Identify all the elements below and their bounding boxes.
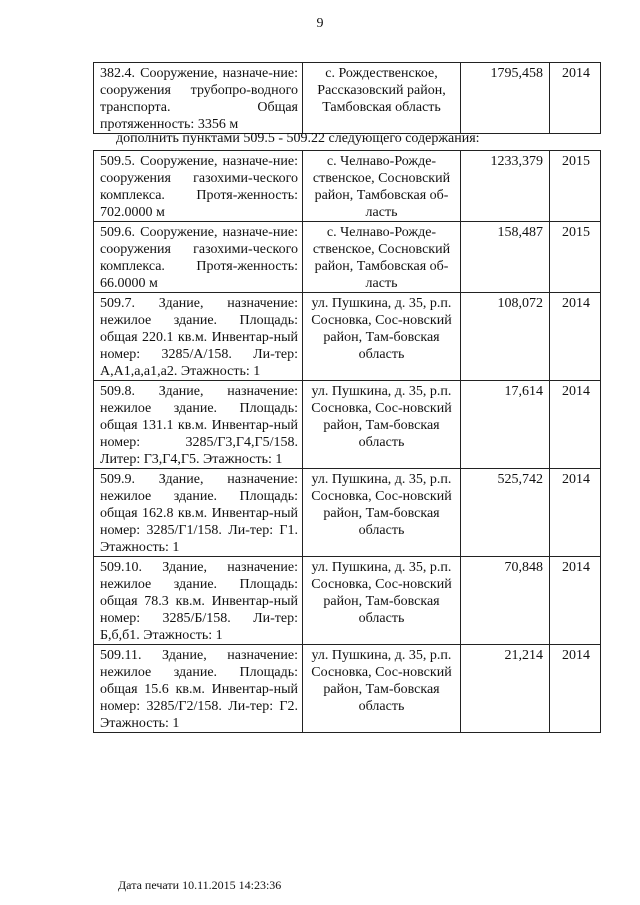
table-row xyxy=(94,645,601,733)
property-description: 509.7. Здание, назначение: нежилое здание. Площадь: общая 220.1 кв.м. Инвентар-ный номер: 3285/А/158. Ли-тер: А,А1,а,а1,а2. Этажность: 1 xyxy=(94,293,303,381)
property-description: 509.10. Здание, назначение: нежилое здание. Площадь: общая 78.3 кв.м. Инвентар-ный номер: 3285/Б/158. Ли-тер: Б,б,б1. Этажность: 1 xyxy=(94,557,303,645)
page-number: 9 xyxy=(316,16,324,31)
property-value: 17,614 xyxy=(461,381,550,469)
property-value: 158,487 xyxy=(461,222,550,293)
property-location: с. Рождественское, Рассказовский район, Тамбовская область xyxy=(303,63,461,134)
property-table-new xyxy=(93,150,601,733)
amendment-intro: дополнить пунктами 509.5 - 509.22 следующего содержания: xyxy=(116,131,480,146)
table-row xyxy=(94,151,601,222)
property-year: 2014 xyxy=(550,63,601,134)
table-row xyxy=(94,381,601,469)
property-year: 2014 xyxy=(550,557,601,645)
property-year: 2015 xyxy=(550,151,601,222)
property-location: ул. Пушкина, д. 35, р.п. Сосновка, Сос-новский район, Там-бовская область xyxy=(303,645,461,733)
property-description: 509.8. Здание, назначение: нежилое здание. Площадь: общая 131.1 кв.м. Инвентар-ный номер: 3285/Г3,Г4,Г5/158. Литер: Г3,Г4,Г5. Этажность: 1 xyxy=(94,381,303,469)
property-value: 1233,379 xyxy=(461,151,550,222)
property-description: 382.4. Сооружение, назначе-ние: сооружения трубопро-водного транспорта. Общая протяженность: 3356 м xyxy=(94,63,303,134)
property-location: ул. Пушкина, д. 35, р.п. Сосновка, Сос-новский район, Там-бовская область xyxy=(303,381,461,469)
table-row xyxy=(94,63,601,134)
property-location: ул. Пушкина, д. 35, р.п. Сосновка, Сос-новский район, Там-бовская область xyxy=(303,557,461,645)
property-value: 525,742 xyxy=(461,469,550,557)
property-location: с. Челнаво-Рожде-ственское, Сосновский район, Тамбовская об-ласть xyxy=(303,151,461,222)
property-value: 70,848 xyxy=(461,557,550,645)
property-year: 2014 xyxy=(550,645,601,733)
property-description: 509.9. Здание, назначение: нежилое здание. Площадь: общая 162.8 кв.м. Инвентар-ный номер: 3285/Г1/158. Ли-тер: Г1. Этажность: 1 xyxy=(94,469,303,557)
property-description: 509.6. Сооружение, назначе-ние: сооружения газохими-ческого комплекса. Протя-женность: 66.0000 м xyxy=(94,222,303,293)
table-row xyxy=(94,557,601,645)
table-row xyxy=(94,293,601,381)
property-year: 2014 xyxy=(550,293,601,381)
table-row xyxy=(94,469,601,557)
property-description: 509.11. Здание, назначение: нежилое здание. Площадь: общая 15.6 кв.м. Инвентар-ный номер: 3285/Г2/158. Ли-тер: Г2. Этажность: 1 xyxy=(94,645,303,733)
property-year: 2014 xyxy=(550,381,601,469)
property-location: с. Челнаво-Рожде-ственское, Сосновский район, Тамбовская об-ласть xyxy=(303,222,461,293)
property-description: 509.5. Сооружение, назначе-ние: сооружения газохими-ческого комплекса. Протя-женность: 702.0000 м xyxy=(94,151,303,222)
property-value: 21,214 xyxy=(461,645,550,733)
property-location: ул. Пушкина, д. 35, р.п. Сосновка, Сос-новский район, Там-бовская область xyxy=(303,469,461,557)
property-year: 2015 xyxy=(550,222,601,293)
property-value: 108,072 xyxy=(461,293,550,381)
property-year: 2014 xyxy=(550,469,601,557)
print-date: Дата печати 10.11.2015 14:23:36 xyxy=(118,878,282,892)
property-table-previous xyxy=(93,62,601,134)
property-value: 1795,458 xyxy=(461,63,550,134)
property-location: ул. Пушкина, д. 35, р.п. Сосновка, Сос-новский район, Там-бовская область xyxy=(303,293,461,381)
table-row xyxy=(94,222,601,293)
